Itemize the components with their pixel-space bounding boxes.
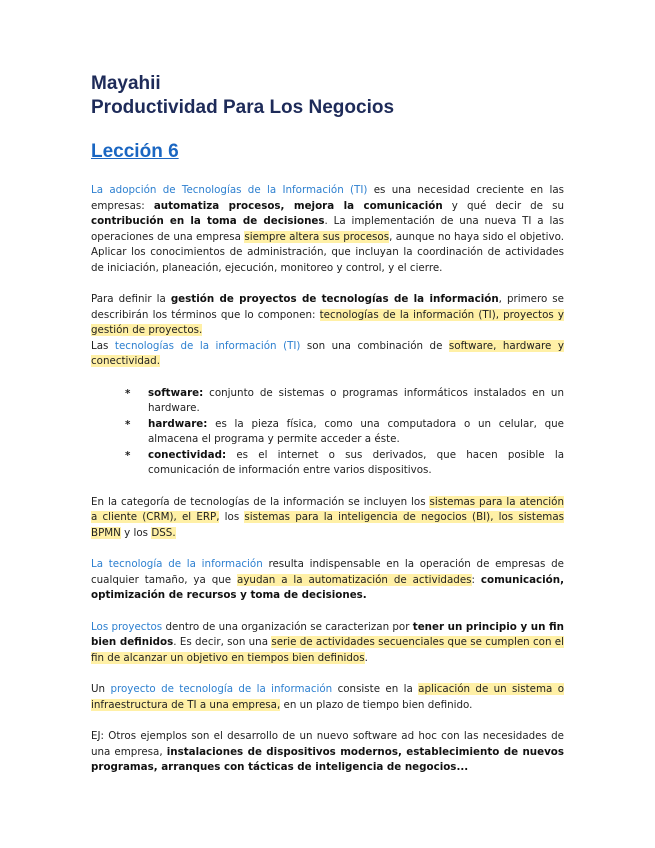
bullet-marker: *	[125, 449, 131, 462]
paragraph-ti-adoption	[91, 183, 564, 276]
bold-text: software:	[148, 386, 204, 399]
text-span: los	[219, 511, 245, 523]
highlight-text: ayudan a la automatización de actividades	[237, 573, 472, 586]
list-item	[91, 417, 564, 448]
text-span: . La implementación de una nueva TI a las operaciones de una empresa	[91, 215, 564, 243]
highlight-text: serie de actividades secuenciales que se cumplen con el fin de alcanzar un objetivo en tiempos bien definidos	[91, 636, 564, 664]
paragraph-example	[91, 729, 564, 776]
bold-text: automatiza procesos, mejora la comunicación	[153, 199, 443, 212]
text-span: Un	[91, 683, 111, 695]
text-span: y los	[120, 526, 152, 539]
document-body	[91, 183, 564, 792]
highlight-text: aplicación de un sistema o infraestructura de TI a una empresa,	[91, 683, 565, 711]
text-span: dentro de una organización se caracterizan por	[162, 620, 413, 633]
list-item	[91, 448, 564, 479]
author-name: Mayahii	[91, 73, 161, 94]
text-span: es una necesidad creciente en las empresas:	[91, 184, 564, 212]
highlight-text: software, hardware y conectividad.	[91, 339, 564, 367]
text-span: , aunque no haya sido el objetivo. Aplicar los conocimientos de administración, que incluyan la coordinación de actividades de iniciación, planeación, ejecución, monitoreo y control, y el cierre.	[91, 230, 564, 274]
bold-text: contribución en la toma de decisiones	[91, 215, 325, 227]
paragraph-definition	[91, 292, 564, 339]
bullet-marker: *	[125, 418, 131, 431]
lesson-title: Lección 6	[91, 141, 179, 162]
components-list	[91, 386, 564, 479]
course-title: Productividad Para Los Negocios	[91, 97, 395, 118]
paragraph-ti-combination	[91, 339, 564, 370]
text-span: :	[471, 573, 481, 586]
text-span: Para definir la	[91, 293, 171, 305]
text-span: son una combinación de	[300, 339, 449, 352]
text-span: En la categoría de tecnologías de la información se incluyen los	[91, 495, 430, 508]
text-span: es la pieza física, como una computadora o un celular, que almacena el programa y permite acceder a éste.	[148, 417, 564, 445]
ti-project-term: proyecto de tecnología de la información	[110, 683, 333, 695]
text-span: y qué decir de su	[442, 199, 565, 212]
text-span: . Es decir, son una	[173, 636, 272, 648]
text-span: es el internet o sus derivados, que hacen posible la comunicación de información entre varios dispositivos.	[148, 448, 564, 476]
paragraph-ti-project	[91, 682, 564, 713]
projects-term: Los proyectos	[91, 620, 163, 633]
paragraph-ti-indispensable	[91, 557, 564, 604]
bold-text: tener un principio y un fin bien definidos	[91, 620, 564, 648]
ti-adoption-term: La adopción de Tecnologías de la Información (TI)	[91, 184, 368, 196]
bold-text: hardware:	[148, 417, 208, 430]
text-span: Las	[91, 339, 115, 352]
text-span: conjunto de sistemas o programas informáticos instalados en un hardware.	[148, 386, 564, 414]
text-span: resulta indispensable en la operación de empresas de cualquier tamaño, ya que	[91, 558, 564, 586]
bold-text: gestión de proyectos de tecnologías de la información	[170, 293, 499, 305]
bold-text: instalaciones de dispositivos modernos, establecimiento de nuevos programas, arranques con tácticas de inteligencia de negocios...	[91, 745, 564, 773]
highlight-text: sistemas para la atención a cliente (CRM), el ERP,	[91, 495, 564, 523]
text-span: consiste en la	[332, 683, 419, 695]
document-header	[91, 72, 394, 120]
text-span: , primero se describirán los términos que lo componen:	[91, 293, 564, 321]
text-span: EJ: Otros ejemplos son el desarrollo de un nuevo software ad hoc con las necesidades de una empresa,	[91, 730, 564, 758]
ti-term: La tecnología de la información	[91, 558, 263, 570]
highlight-text: tecnologías de la información (TI), proyectos y gestión de proyectos.	[91, 308, 564, 336]
bullet-marker: *	[125, 387, 131, 400]
text-span: en un plazo de tiempo bien definido.	[280, 698, 473, 711]
bold-text: conectividad:	[148, 448, 227, 461]
highlight-text: sistemas para la inteligencia de negocios (BI), los sistemas BPMN	[91, 511, 564, 539]
paragraph-ti-category	[91, 495, 564, 542]
highlight-text: DSS.	[151, 526, 176, 539]
ti-term: tecnologías de la información (TI)	[114, 339, 301, 352]
text-span: .	[364, 651, 368, 664]
list-item	[91, 386, 564, 417]
bold-text: comunicación, optimización de recursos y toma de decisiones.	[91, 573, 564, 601]
highlight-text: siempre altera sus procesos	[244, 230, 390, 243]
paragraph-projects	[91, 620, 564, 667]
